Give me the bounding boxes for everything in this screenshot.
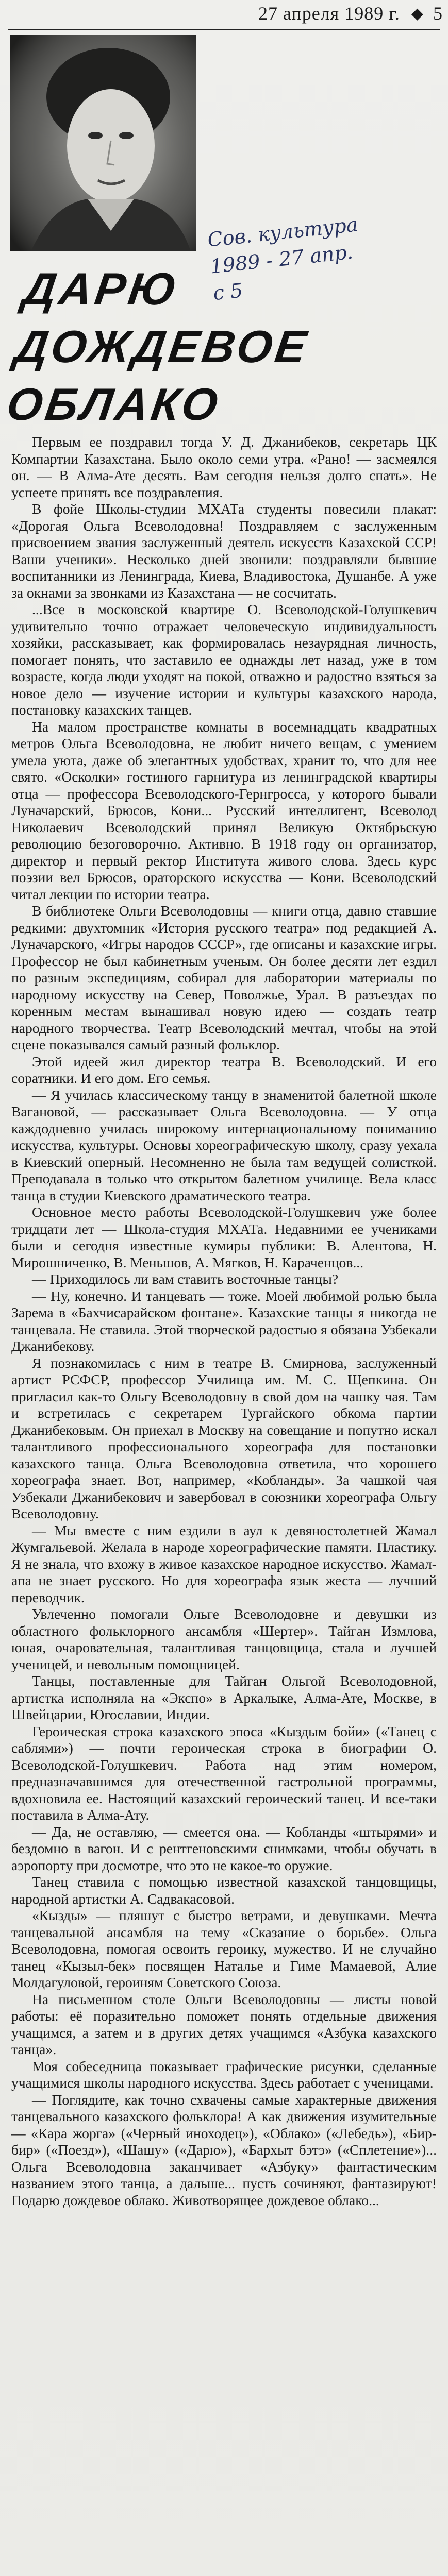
article-paragraph: Танцы, поставленные для Тайган Ольгой Всеволодовной, артистка исполняла на «Экспо» в Аркалыке, Алма-Ате, Москве, в Швейцарии, Югославии, Индии. [11,1673,437,1722]
article-paragraph: Первым ее поздравил тогда У. Д. Джанибеков, секретарь ЦК Компартии Казахстана. Было около семи утра. «Рано! — засмеялся он. — В Алма-Ате десять. Вам сегодня нельзя долго спать». Не успеете принять все поздравления. [11,434,437,500]
article-paragraph: На письменном столе Ольги Всеволодовны — листы новой работы: её поразительно поможет понять отдельные движения учащимся, а затем и в других детях учащимся «Азбука казахского танца». [11,1991,437,2057]
handwritten-note [206,204,434,345]
header-rule [8,29,440,30]
article-paragraph: — Ну, конечно. И танцевать — тоже. Моей любимой ролью была Зарема в «Бахчисарайском фонтане». Казахские танцы я никогда не танцевала. Не ставила. Этой творческой радостью я обязана Узбекали Джанибекову. [11,1287,437,1354]
article-paragraph: Этой идеей жил директор театра В. Всеволодский. И его соратники. И его дом. Его семья. [11,1053,437,1086]
article-paragraph: В библиотеке Ольги Всеволодовны — книги отца, давно ставшие редкими: двухтомник «История русского театра» под редакцией А. Луначарского, «Игры народов СССР», где описаны и казахские игры. Профессор не был кабинетным ученым. Он более десяти лет ездил по разным экспедициям, собирал для лаборатории материалы по народному искусству на Север, Поволжье, Урал. В разъездах по коренным местам вынашивал новую идею — создать театр народного творчества. Театр Всеволодский мечтал, чтобы на этой сцене показывался самый разный фольклор. [11,903,437,1053]
arrow-icon: ◆ [411,5,424,22]
article-paragraph: Я познакомилась с ним в театре В. Смирнова, заслуженный артист РСФСР, профессор Училища им. М. С. Щепкина. Он пригласил как-то Ольгу Всеволодовну в свой дом на чашку чая. Там и встретилась с секретарем Тургайского обкома партии Джанибековым. Он приехал в Москву на совещание и попутно искал талантливого профессионального хореографа для постановки казахского танца. Ольга Всеволодовна ответила, что хорошего хореографа знает. Вот, например, «Кобланды». За чашкой чая Узбекали Джанибекович и завербовал в союзники хореографа Ольгу Всеволодовну. [11,1354,437,1521]
article-paragraph: Моя собеседница показывает графические рисунки, сделанные учащимися школы народного искусства. Здесь работает с ученицами. [11,2058,437,2091]
article-paragraph: Танец ставила с помощью известной казахской танцовщицы, народной артистки А. Садвакасовой. [11,1874,437,1907]
page-number: 5 [433,3,443,24]
handwritten-note-line-1: Сов. культура [206,213,359,251]
article-paragraph: В фойе Школы-студии МХАТа студенты повесили плакат: «Дорогая Ольга Всеволодовна! Поздравляем с заслуженным присвоением звания заслуженный деятель искусств Казахской ССР! Ваши ученики». Несколько дней звонили: поздравляли бывшие воспитанники из Ленинграда, Киева, Владивостока, Душанбе. А уже за окнами за звонками из Казахстана — не сосчитать. [11,501,437,601]
article-body [11,434,437,2209]
article-paragraph: Героическая строка казахского эпоса «Кыздым бойи» («Танец с саблями») — почти героическая строка в биографии О. Всеволодской-Голушкевич. Работа над этим номером, предназначавшимся для отечественной гастрольной программы, вдохновила ее. Настоящий казахский героический танец. И все-таки поставила в Алма-Ату. [11,1723,437,1823]
handwritten-note-line-3: с 5 [212,279,244,305]
headline-line-1: ДАРЮ [20,263,183,314]
article-paragraph: — Поглядите, как точно схвачены самые характерные движения танцевального казахского фольклора! А как движения изумительные — «Кара жорга» («Черный иноходец»), «Облако» («Лебедь»), «Бир-бир» («Поезд»), «Шашу» («Дарю»), «Бархыт бэтэ» («Сплетение»)... Ольга Всеволодовна заканчивает «Азбуку» фантастическим названием этого танца, а дальше... пусть сочиняют, фантазируют! Подарю дождевое облако. Животворящее дождевое облако... [11,2091,437,2208]
page-header [0,0,448,27]
article-paragraph: «Кызды» — пляшут с быстро ветрами, и девушками. Мечта танцевальной ансамбля на тему «Сказание о борьбе». Ольга Всеволодовна, помогая освоить героику, мужество. И не случайно танец «Кызыл-бек» посвящен Наталье и Гиме Мамаевой, Алие Молдагуловой, героиням Советского Союза. [11,1907,437,1990]
article-paragraph: — Мы вместе с ним ездили в аул к девяностолетней Жамал Жумгальевой. Желала в народе хореографические памяти. Пластику. Я не знала, что вхожу в живое казахское народное искусство. Жамал-апа не знает русского. Но для хореографа язык жеста — лучший переводчик. [11,1522,437,1605]
article-paragraph: — Я училась классическому танцу в знаменитой балетной школе Вагановой, — рассказывает Ольга Всеволодовна. — У отца каждодневно училась широкому интернациональному пониманию искусства, культуры. Основы хореографическую школу, сразу уехала в Киевский оперный. Несомненно не была там ведущей солисткой. Преподавала в только что открытом балетном училище. Вела класс танца в студии Киевского драматического театра. [11,1087,437,1204]
headline-line-3: ОБЛАКО [4,379,224,430]
article-paragraph: — Да, не оставляю, — смеется она. — Кобланды «штырями» и бездомно в вагон. И с рентгеновскими снимками, чтобы обучать в аэропорту при досмотре, что это не какое-то оружие. [11,1823,437,1873]
portrait-photo [10,35,196,251]
article-paragraph: Основное место работы Всеволодской-Голушкевич уже более тридцати лет — Школа-студия МХАТа. Недавними ее учениками были и сегодня известные кумиры публики: В. Алентова, Н. Мирошниченко, В. Меньшов, А. Мягков, Н. Караченцов... [11,1204,437,1270]
portrait-illustration [10,35,196,251]
article-paragraph: — Приходилось ли вам ставить восточные танцы? [32,1271,339,1287]
article-paragraph: На малом пространстве комнаты в восемнадцать квадратных метров Ольга Всеволодовна, не любит ничего вещам, с умением умела уюта, даже об элегантных удобствах, хранит то, что для нее свято. «Осколки» гостиного гарнитура из ленинградской квартиры отца — профессора Всеволодского-Гернгросса, у которого бывали Луначарский, Брюсов, Кони... Русский интеллигент, Всеволод Николаевич Всеволодский принял Великую Октябрьскую революцию безоговорочно. Активно. В 1918 году он организатор, директор и первый ректор Института живого слова. Здесь курс поэзии вел Брюсов, ораторского искусства — Кони. Всеволодский читал лекции по истории театра. [11,718,437,902]
handwritten-note-line-2: 1989 - 27 апр. [209,240,354,278]
issue-date: 27 апреля 1989 г. [258,3,400,24]
headline-line-2: ДОЖДЕВОЕ [12,321,313,372]
article-paragraph: Увлеченно помогали Ольге Всеволодовне и девушки из областного фольклорного ансамбля «Шертер». Тайган Измлова, юная, очаровательная, талантливая танцовщица, стала и лучшей ученицей, и невольным помощницей. [11,1606,437,1672]
article-paragraph: ...Все в московской квартире О. Всеволодской-Голушкевич удивительно точно отражает человеческую индивидуальность хозяйки, рассказывает, как формировалась незаурядная личность, помогает понять, что заставило ее однажды лет назад, уже в том возрасте, когда люди уходят на покой, отважно и радостно взяться за новое дело — изучение истории и культуры казахского народа, постановку казахских танцев. [11,601,437,718]
